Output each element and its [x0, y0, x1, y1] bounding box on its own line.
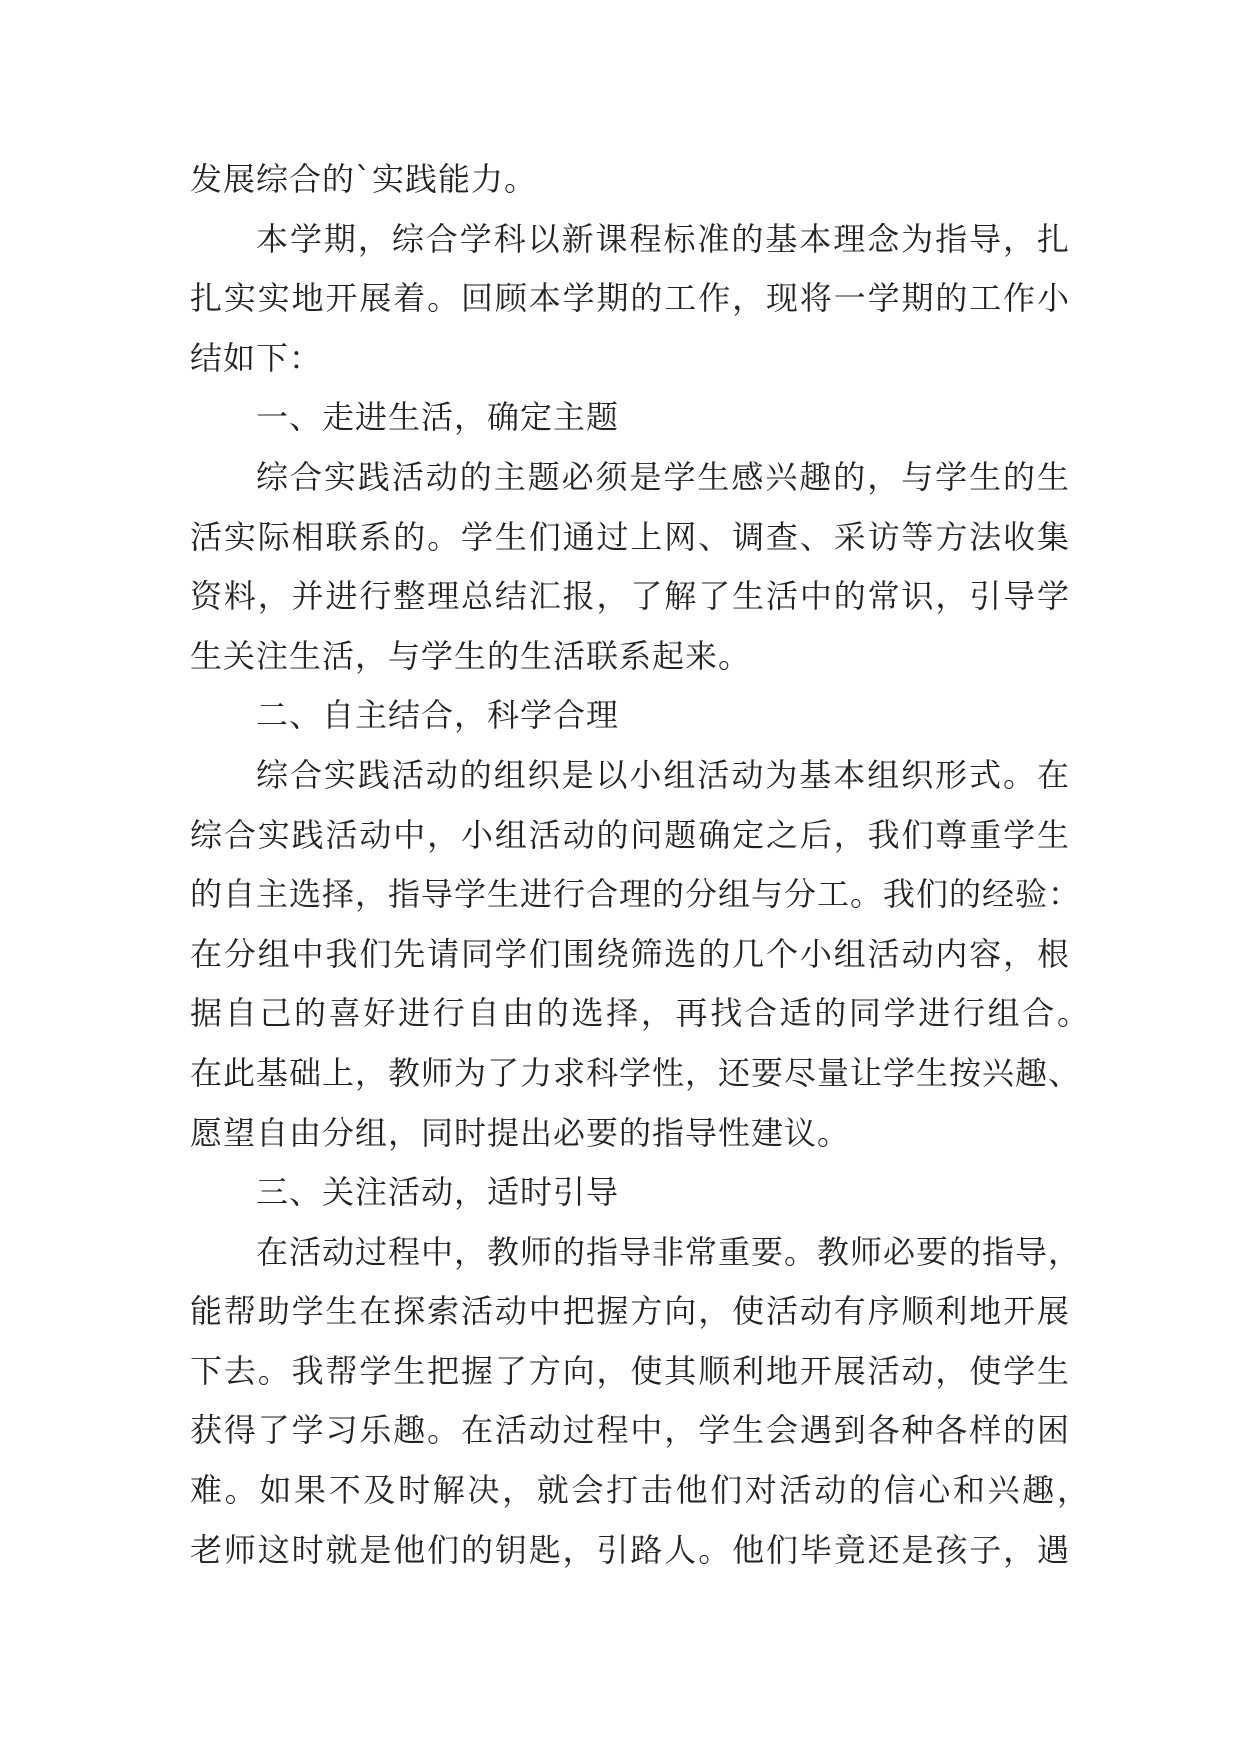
paragraph-line: 的自主选择，指导学生进行合理的分组与分工。我们的经验： — [190, 875, 1082, 914]
paragraph-line: 获得了学习乐趣。在活动过程中，学生会遇到各种各样的困 — [190, 1411, 1070, 1450]
section-heading: 一、走进生活，确定主题 — [256, 398, 620, 437]
paragraph-line: 在活动过程中，教师的指导非常重要。教师必要的指导， — [256, 1232, 1082, 1271]
paragraph-line: 综合实践活动的组织是以小组活动为基本组织形式。在 — [256, 755, 1070, 794]
paragraph-line: 难。如果不及时解决，就会打击他们对活动的信心和兴趣， — [190, 1471, 1090, 1510]
paragraph-line: 综合实践活动中，小组活动的问题确定之后，我们尊重学生 — [190, 815, 1070, 854]
paragraph-line: 综合实践活动的主题必须是学生感兴趣的，与学生的生 — [256, 457, 1070, 496]
paragraph-line: 生关注生活，与学生的生活联系起来。 — [190, 636, 752, 675]
paragraph-line: 结如下： — [190, 338, 323, 377]
paragraph-line: 愿望自由分组，同时提出必要的指导性建议。 — [190, 1113, 851, 1152]
paragraph-line: 能帮助学生在探索活动中把握方向，使活动有序顺利地开展 — [190, 1292, 1070, 1331]
paragraph-line: 老师这时就是他们的钥匙，引路人。他们毕竟还是孩子，遇 — [190, 1530, 1070, 1569]
body-text — [190, 150, 1090, 1580]
paragraph-line: 在此基础上，教师为了力求科学性，还要尽量让学生按兴趣、 — [190, 1053, 1082, 1092]
paragraph-line: 下去。我帮学生把握了方向，使其顺利地开展活动，使学生 — [190, 1351, 1070, 1390]
paragraph-line: 扎实实地开展着。回顾本学期的工作，现将一学期的工作小 — [190, 279, 1070, 318]
paragraph-line: 据自己的喜好进行自由的选择，再找合适的同学进行组合。 — [190, 994, 1090, 1033]
section-heading: 三、关注活动，适时引导 — [256, 1173, 620, 1212]
paragraph-line: 在分组中我们先请同学们围绕筛选的几个小组活动内容，根 — [190, 934, 1070, 973]
paragraph-line: 本学期，综合学科以新课程标准的基本理念为指导，扎 — [256, 219, 1070, 258]
paragraph-line: 活实际相联系的。学生们通过上网、调查、采访等方法收集 — [190, 517, 1070, 556]
section-heading: 二、自主结合，科学合理 — [256, 696, 620, 735]
paragraph-line: 发展综合的`实践能力。 — [190, 160, 538, 198]
paragraph-line: 资料，并进行整理总结汇报，了解了生活中的常识，引导学 — [190, 577, 1070, 616]
